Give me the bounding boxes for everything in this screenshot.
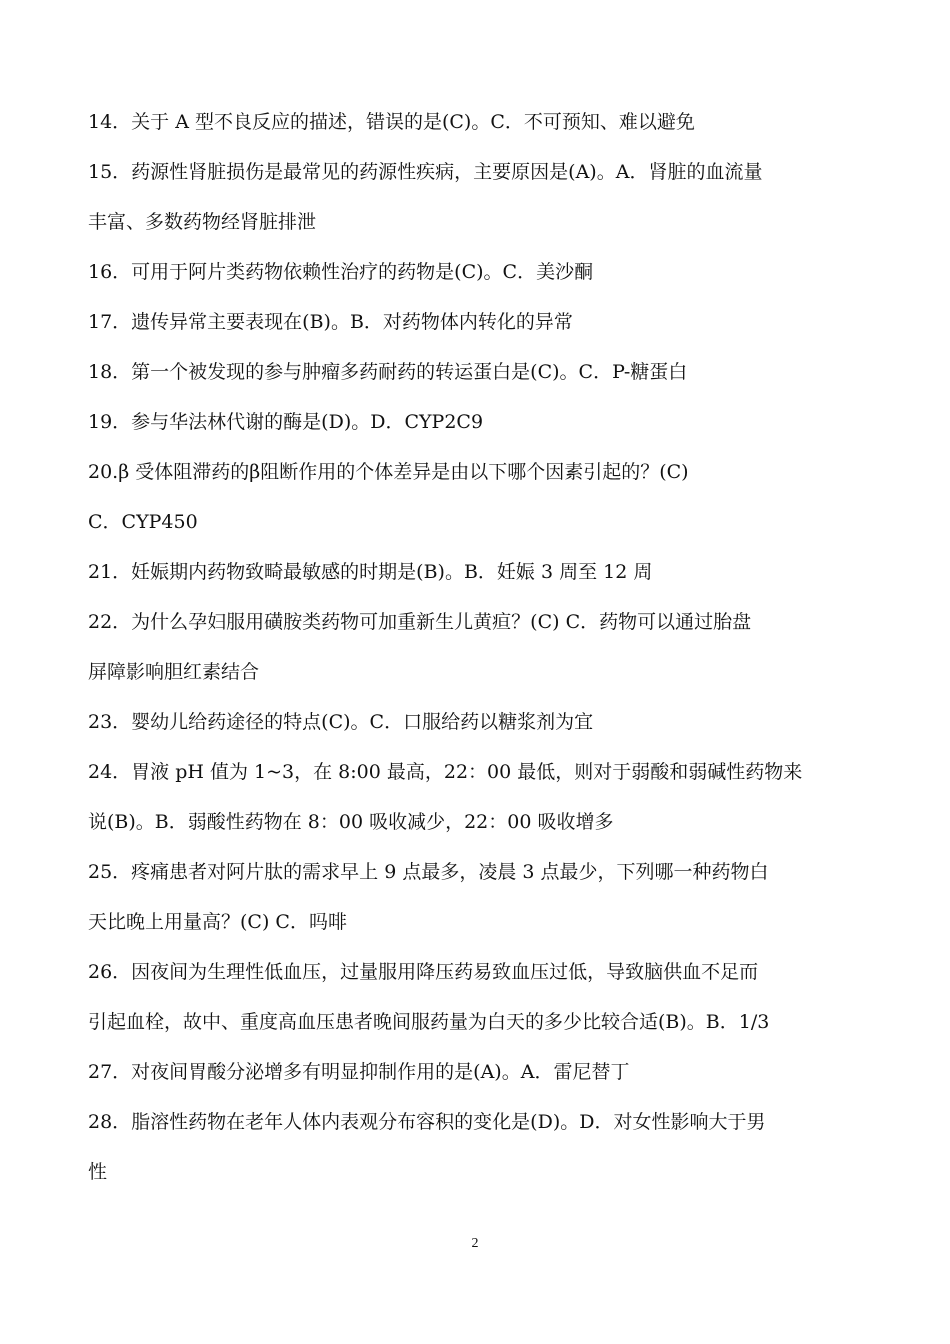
text-line: 性 bbox=[88, 1161, 108, 1183]
text-line: 丰富、多数药物经肾脏排泄 bbox=[88, 211, 317, 233]
text-line: 21．妊娠期内药物致畸最敏感的时期是(B)。B．妊娠 3 周至 12 周 bbox=[88, 561, 653, 583]
text-line: 22．为什么孕妇服用磺胺类药物可加重新生儿黄疸？(C) C．药物可以通过胎盘 bbox=[88, 611, 752, 633]
text-line: 说(B)。B．弱酸性药物在 8：00 吸收减少，22：00 吸收增多 bbox=[88, 811, 614, 833]
text-line: 引起血栓，故中、重度高血压患者晚间服药量为白天的多少比较合适(B)。B．1/3 bbox=[88, 1011, 770, 1033]
text-line: 24．胃液 pH 值为 1~3，在 8:00 最高，22：00 最低，则对于弱酸和弱碱性药物来 bbox=[88, 761, 803, 783]
text-line: 23．婴幼儿给药途径的特点(C)。C．口服给药以糖浆剂为宜 bbox=[88, 711, 594, 733]
document-body bbox=[88, 97, 868, 1197]
text-line: 15．药源性肾脏损伤是最常见的药源性疾病，主要原因是(A)。A．肾脏的血流量 bbox=[88, 161, 763, 183]
page-number: 2 bbox=[471, 1236, 479, 1251]
text-line: 18．第一个被发现的参与肿瘤多药耐药的转运蛋白是(C)。C．P-糖蛋白 bbox=[88, 361, 688, 383]
text-line: 天比晚上用量高？(C) C．吗啡 bbox=[88, 911, 347, 933]
text-line: 屏障影响胆红素结合 bbox=[88, 661, 260, 683]
text-line: 14．关于 A 型不良反应的描述，错误的是(C)。C．不可预知、难以避免 bbox=[88, 111, 695, 133]
text-line: 20.β 受体阻滞药的β阻断作用的个体差异是由以下哪个因素引起的？(C) bbox=[88, 461, 689, 483]
text-line: 26．因夜间为生理性低血压，过量服用降压药易致血压过低，导致脑供血不足而 bbox=[88, 961, 759, 983]
text-line: 16．可用于阿片类药物依赖性治疗的药物是(C)。C．美沙酮 bbox=[88, 261, 594, 283]
text-line: 28．脂溶性药物在老年人体内表观分布容积的变化是(D)。D．对女性影响大于男 bbox=[88, 1111, 766, 1133]
text-line: 17．遗传异常主要表现在(B)。B．对药物体内转化的异常 bbox=[88, 311, 573, 333]
text-line: 19．参与华法林代谢的酶是(D)。D．CYP2C9 bbox=[88, 411, 484, 433]
text-line: 27．对夜间胃酸分泌增多有明显抑制作用的是(A)。A．雷尼替丁 bbox=[88, 1061, 630, 1083]
text-line: 25．疼痛患者对阿片肽的需求早上 9 点最多，凌晨 3 点最少，下列哪一种药物白 bbox=[88, 861, 769, 883]
text-line: C．CYP450 bbox=[88, 511, 198, 533]
